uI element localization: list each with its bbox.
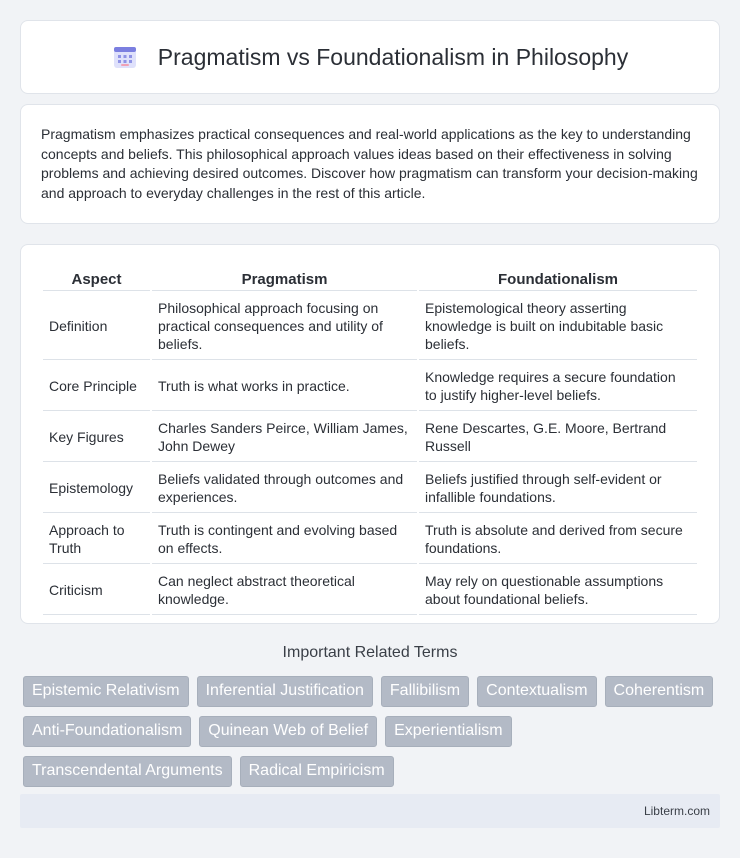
pragmatism-cell: Philosophical approach focusing on practical consequences and utility of beliefs. [152, 293, 417, 360]
table-row [43, 293, 697, 360]
foundationalism-cell: Truth is absolute and derived from secure foundations. [419, 515, 697, 564]
aspect-cell: Epistemology [43, 464, 150, 513]
related-tag[interactable]: Radical Empiricism [240, 756, 394, 787]
aspect-cell: Criticism [43, 566, 150, 615]
header-pragmatism: Pragmatism [152, 267, 417, 291]
related-terms-section [20, 644, 720, 787]
foundationalism-cell: Epistemological theory asserting knowledge is built on indubitable basic beliefs. [419, 293, 697, 360]
header-card [20, 20, 720, 94]
intro-card [20, 104, 720, 224]
aspect-cell: Key Figures [43, 413, 150, 462]
intro-text: Pragmatism emphasizes practical consequences and real-world applications as the key to understanding concepts and beliefs. This philosophical approach values ideas based on their effectiveness in solving problems and achieving desired outcomes. Discover how pragmatism can transform your decision-making and approach to everyday challenges in the rest of this article. [41, 126, 698, 201]
related-tag[interactable]: Epistemic Relativism [23, 676, 189, 707]
pragmatism-cell: Charles Sanders Peirce, William James, John Dewey [152, 413, 417, 462]
related-tag[interactable]: Experientialism [385, 716, 511, 747]
comparison-table-card [20, 244, 720, 624]
foundationalism-cell: Rene Descartes, G.E. Moore, Bertrand Russell [419, 413, 697, 462]
related-tags [20, 676, 720, 787]
foundationalism-cell: Knowledge requires a secure foundation to justify higher-level beliefs. [419, 362, 697, 411]
pragmatism-cell: Truth is what works in practice. [152, 362, 417, 411]
table-row [43, 362, 697, 411]
aspect-cell: Approach to Truth [43, 515, 150, 564]
page-title: Pragmatism vs Foundationalism in Philosophy [157, 43, 629, 70]
footer [20, 794, 720, 828]
aspect-cell: Definition [43, 293, 150, 360]
aspect-cell: Core Principle [43, 362, 150, 411]
foundationalism-cell: Beliefs justified through self-evident or infallible foundations. [419, 464, 697, 513]
related-tag[interactable]: Fallibilism [381, 676, 469, 707]
header-foundationalism: Foundationalism [419, 267, 697, 291]
table-row [43, 413, 697, 462]
related-tag[interactable]: Inferential Justification [197, 676, 373, 707]
related-tag[interactable]: Coherentism [605, 676, 714, 707]
pragmatism-cell: Truth is contingent and evolving based on effects. [152, 515, 417, 564]
pragmatism-cell: Can neglect abstract theoretical knowledge. [152, 566, 417, 615]
pragmatism-cell: Beliefs validated through outcomes and experiences. [152, 464, 417, 513]
related-tag[interactable]: Anti-Foundationalism [23, 716, 191, 747]
table-row [43, 464, 697, 513]
related-tag[interactable]: Transcendental Arguments [23, 756, 232, 787]
footer-brand-link[interactable]: Libterm.com [643, 804, 710, 818]
related-tag[interactable]: Quinean Web of Belief [199, 716, 377, 747]
table-row [43, 566, 697, 615]
header-aspect: Aspect [43, 267, 150, 291]
calendar-grid-icon [112, 44, 138, 70]
table-row [43, 515, 697, 564]
foundationalism-cell: May rely on questionable assumptions about foundational beliefs. [419, 566, 697, 615]
related-tag[interactable]: Contextualism [477, 676, 596, 707]
related-terms-title: Important Related Terms [282, 644, 458, 661]
comparison-table [41, 265, 699, 617]
